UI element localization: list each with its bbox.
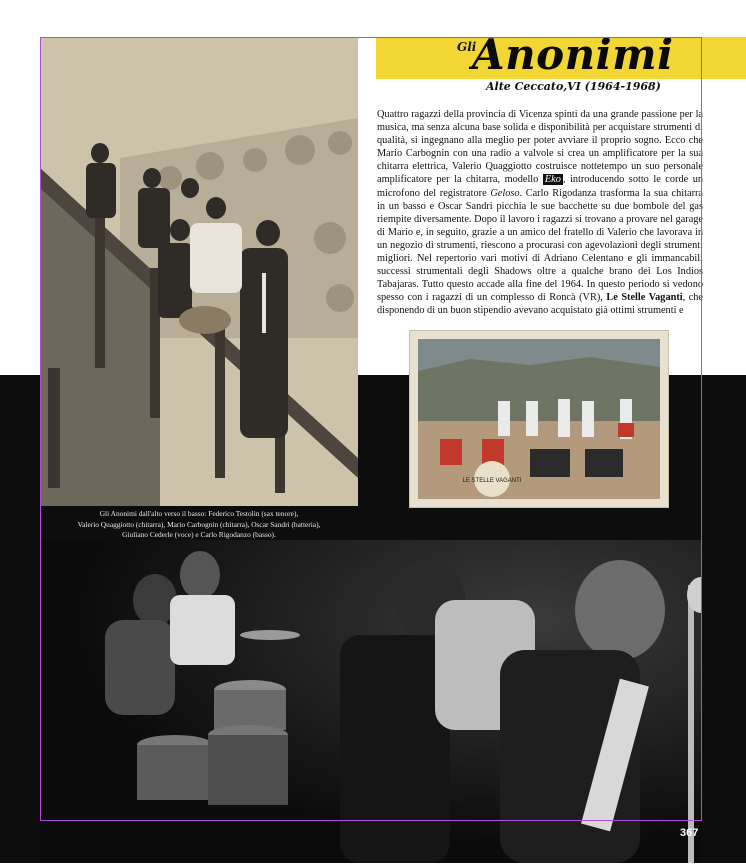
article-part-3: . Carlo Rigodanza trasforma la sua chitarra in un basso e Oscar Sandri picchia le sue bacchette su due bombole del gas riempite diversamente. Dopo il lavoro i ragazzi si trovano a provare nel garage di Mario e, in seguito, grazie a un amico del fratello di Valerio che lavorava in un negozio di strumenti, riescono a procurasi con agevolazioni degli strumenti migliori. Nel repertorio vari motivi di Adriano Celentano e gli immancabili successi strumentali degli Shadows oltre a qualche brano dei Los Indios Tabajaras. Tutto questo accade alla fine del 1964. In questo periodo si vedono spesso con i ragazzi di un complesso di Roncà (VR), <box>377 187 703 304</box>
article-body <box>377 108 703 318</box>
concert-photo-drawing <box>40 540 702 863</box>
article-part-1: Quattro ragazzi della provincia di Vicenza spinti da una grande passione per la musica, ma senza alcuna base solida e disponibilità per acquistare strumenti di qualità, si ingegnano alla meglio per poter avviare il proprio sogno. Ecco che Mario Carbognin con una radio a valvole si crea un amplificatore per la sua chitarra elettrica, Valerio Quaggiotto costruisce nottetempo un suo personale amplificatore per la chitarra, modello <box>377 109 703 186</box>
stelle-vaganti-photo <box>409 330 669 508</box>
eko-brand-chip: Eko <box>544 174 561 186</box>
stelle-vaganti-drum-label: LE STELLE VAGANTI <box>462 478 522 484</box>
caption-line-2: Valerio Quaggiotto (chitarra), Mario Carbognin (chitarra), Oscar Sandri (batteria), <box>77 519 321 529</box>
group-stairs-drawing <box>40 38 358 506</box>
caption-line-1: Gli Anonimi dall'alto verso il basso: Federico Testolin (sax tenore), <box>99 509 299 518</box>
photo-caption <box>40 509 358 541</box>
caption-line-3: Giuliano Cederle (voce) e Carlo Rigodanzo (basso). <box>122 530 276 539</box>
concert-photo <box>40 540 702 863</box>
band-name-stelle-vaganti: Le Stelle Vaganti <box>606 292 683 304</box>
page-title: Anonimi <box>472 30 674 79</box>
article-part-4: , che disponendo di un buon stipendio avevano acquistato già ottimi strumenti e <box>377 292 704 317</box>
article-part-2: , introducendo sotto le corde un microfono del registratore <box>377 174 703 199</box>
page-subtitle: Alte Ceccato,VI (1964-1968) <box>486 80 661 93</box>
title-prefix: Gli <box>457 40 477 54</box>
group-stairs-photo <box>40 38 358 506</box>
page-number: 367 <box>680 827 699 839</box>
geloso-brand: Geloso <box>490 187 520 199</box>
stelle-vaganti-drawing <box>410 331 668 507</box>
